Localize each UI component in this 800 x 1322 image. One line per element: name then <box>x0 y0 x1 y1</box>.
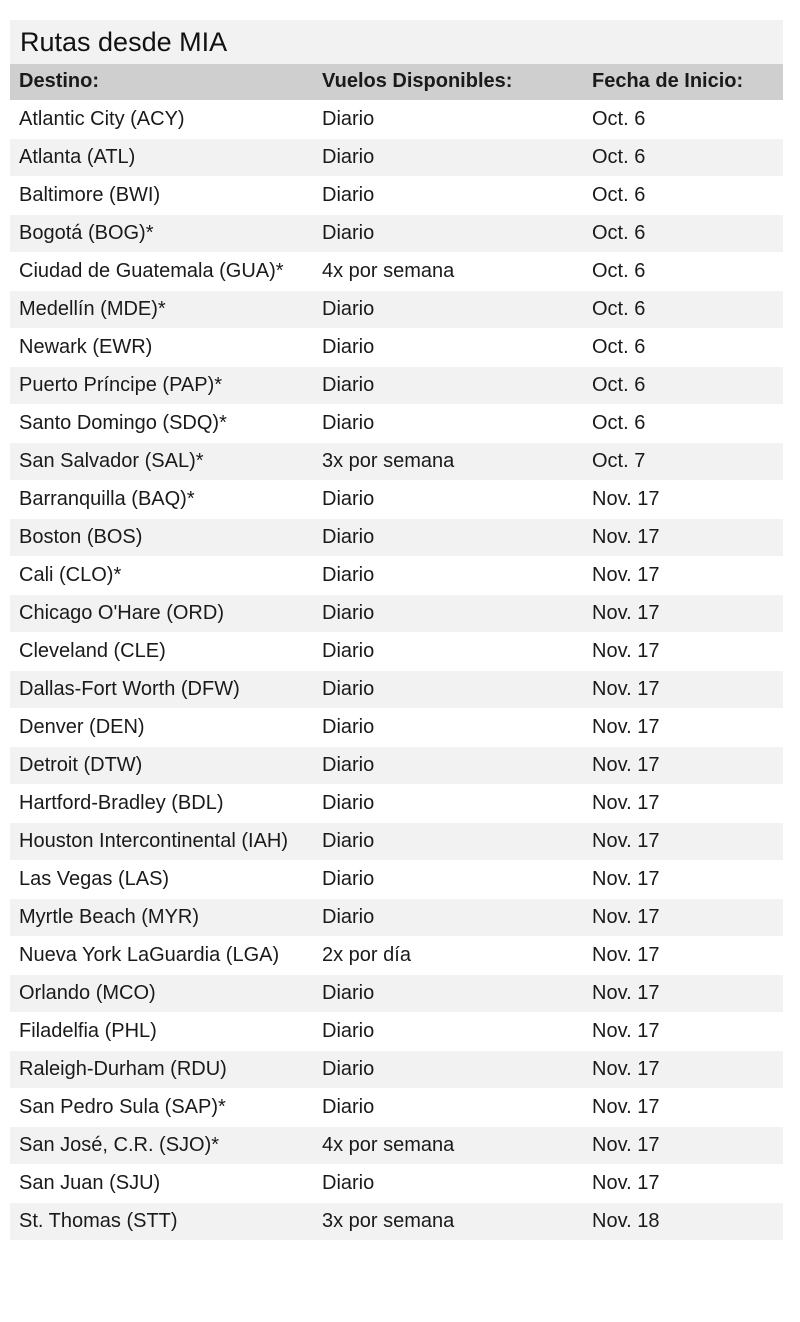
table-row <box>10 290 783 328</box>
start-date-cell: Nov. 18 <box>583 1202 783 1240</box>
destination-label: Baltimore (BWI) <box>19 183 161 206</box>
destination-cell <box>10 860 313 898</box>
page-title: Rutas desde MIA <box>10 20 783 64</box>
start-date-cell: Nov. 17 <box>583 974 783 1012</box>
destination-cell <box>10 518 313 556</box>
destination-label: Myrtle Beach (MYR) <box>19 905 200 928</box>
flights-cell: 2x por día <box>313 936 583 974</box>
table-row <box>10 1050 783 1088</box>
table-row <box>10 328 783 366</box>
destination-cell <box>10 1126 313 1164</box>
destination-label: Boston (BOS) <box>19 525 143 548</box>
destination-cell <box>10 670 313 708</box>
start-date-cell: Oct. 6 <box>583 404 783 442</box>
destination-cell <box>10 936 313 974</box>
start-date-cell: Nov. 17 <box>583 1050 783 1088</box>
column-header-destination: Destino: <box>10 64 313 100</box>
table-row <box>10 252 783 290</box>
destination-label: St. Thomas (STT) <box>19 1209 178 1232</box>
flights-cell: Diario <box>313 632 583 670</box>
destination-label: Filadelfia (PHL) <box>19 1019 157 1042</box>
table-body <box>10 100 783 1240</box>
flights-cell: Diario <box>313 594 583 632</box>
destination-label: Cleveland (CLE) <box>19 639 166 662</box>
table-row <box>10 138 783 176</box>
flights-cell: Diario <box>313 176 583 214</box>
destination-label: Chicago O'Hare (ORD) <box>19 601 224 624</box>
start-date-cell: Nov. 17 <box>583 556 783 594</box>
destination-label: Dallas-Fort Worth (DFW) <box>19 677 240 700</box>
start-date-cell: Nov. 17 <box>583 1012 783 1050</box>
destination-cell <box>10 138 313 176</box>
start-date-cell: Oct. 6 <box>583 214 783 252</box>
destination-cell <box>10 898 313 936</box>
start-date-cell: Nov. 17 <box>583 860 783 898</box>
flights-cell: Diario <box>313 784 583 822</box>
table-header <box>10 64 783 100</box>
destination-cell <box>10 214 313 252</box>
flights-cell: Diario <box>313 328 583 366</box>
table-row <box>10 556 783 594</box>
table-row <box>10 176 783 214</box>
destination-cell <box>10 252 313 290</box>
destination-label: San José, C.R. (SJO)* <box>19 1133 220 1156</box>
start-date-cell: Nov. 17 <box>583 822 783 860</box>
table-row <box>10 860 783 898</box>
destination-cell <box>10 290 313 328</box>
destination-label: Medellín (MDE)* <box>19 297 166 320</box>
flights-cell: 4x por semana <box>313 252 583 290</box>
destination-label: Denver (DEN) <box>19 715 145 738</box>
destination-cell <box>10 822 313 860</box>
destination-cell <box>10 480 313 518</box>
destination-label: Detroit (DTW) <box>19 753 143 776</box>
table-row <box>10 936 783 974</box>
table-row <box>10 1202 783 1240</box>
destination-label: San Juan (SJU) <box>19 1171 161 1194</box>
table-row <box>10 404 783 442</box>
destination-label: Atlantic City (ACY) <box>19 107 185 130</box>
start-date-cell: Nov. 17 <box>583 1126 783 1164</box>
destination-label: Orlando (MCO) <box>19 981 156 1004</box>
header-row <box>10 64 783 100</box>
flights-cell: Diario <box>313 974 583 1012</box>
start-date-cell: Oct. 7 <box>583 442 783 480</box>
destination-label: Hartford-Bradley (BDL) <box>19 791 224 814</box>
destination-cell <box>10 404 313 442</box>
flights-cell: Diario <box>313 138 583 176</box>
start-date-cell: Oct. 6 <box>583 366 783 404</box>
destination-label: Newark (EWR) <box>19 335 153 358</box>
destination-cell <box>10 442 313 480</box>
start-date-cell: Oct. 6 <box>583 252 783 290</box>
table-row <box>10 594 783 632</box>
column-header-flights: Vuelos Disponibles: <box>313 64 583 100</box>
destination-cell <box>10 100 313 138</box>
column-header-start-date: Fecha de Inicio: <box>583 64 783 100</box>
destination-label: Barranquilla (BAQ)* <box>19 487 195 510</box>
table-row <box>10 1012 783 1050</box>
start-date-cell: Nov. 17 <box>583 1164 783 1202</box>
table-row <box>10 632 783 670</box>
start-date-cell: Oct. 6 <box>583 100 783 138</box>
destination-label: Bogotá (BOG)* <box>19 221 154 244</box>
table-row <box>10 480 783 518</box>
flights-cell: 3x por semana <box>313 442 583 480</box>
flights-cell: Diario <box>313 746 583 784</box>
table-row <box>10 784 783 822</box>
start-date-cell: Nov. 17 <box>583 1088 783 1126</box>
destination-cell <box>10 1202 313 1240</box>
flights-cell: Diario <box>313 898 583 936</box>
destination-cell <box>10 784 313 822</box>
destination-label: Puerto Príncipe (PAP)* <box>19 373 223 396</box>
destination-label: San Pedro Sula (SAP)* <box>19 1095 226 1118</box>
flights-cell: Diario <box>313 404 583 442</box>
destination-cell <box>10 1164 313 1202</box>
destination-cell <box>10 1012 313 1050</box>
destination-cell <box>10 328 313 366</box>
flights-cell: Diario <box>313 822 583 860</box>
start-date-cell: Nov. 17 <box>583 594 783 632</box>
start-date-cell: Oct. 6 <box>583 176 783 214</box>
start-date-cell: Oct. 6 <box>583 290 783 328</box>
table-row <box>10 1088 783 1126</box>
start-date-cell: Nov. 17 <box>583 746 783 784</box>
flights-cell: Diario <box>313 708 583 746</box>
flights-cell: Diario <box>313 670 583 708</box>
flights-cell: Diario <box>313 1088 583 1126</box>
destination-cell <box>10 708 313 746</box>
flights-cell: 3x por semana <box>313 1202 583 1240</box>
flights-cell: Diario <box>313 100 583 138</box>
table-row <box>10 366 783 404</box>
flights-cell: Diario <box>313 366 583 404</box>
routes-panel <box>10 20 783 1240</box>
start-date-cell: Nov. 17 <box>583 784 783 822</box>
table-row <box>10 442 783 480</box>
destination-cell <box>10 632 313 670</box>
destination-cell <box>10 366 313 404</box>
table-row <box>10 518 783 556</box>
destination-cell <box>10 594 313 632</box>
destination-label: Houston Intercontinental (IAH) <box>19 829 289 852</box>
start-date-cell: Oct. 6 <box>583 138 783 176</box>
destination-cell <box>10 176 313 214</box>
table-row <box>10 974 783 1012</box>
destination-cell <box>10 974 313 1012</box>
start-date-cell: Nov. 17 <box>583 708 783 746</box>
flights-cell: Diario <box>313 556 583 594</box>
flights-cell: Diario <box>313 480 583 518</box>
start-date-cell: Nov. 17 <box>583 898 783 936</box>
flights-cell: Diario <box>313 1012 583 1050</box>
destination-label: Santo Domingo (SDQ)* <box>19 411 227 434</box>
table-row <box>10 214 783 252</box>
destination-label: Atlanta (ATL) <box>19 145 136 168</box>
destination-cell <box>10 1088 313 1126</box>
table-row <box>10 898 783 936</box>
table-row <box>10 1164 783 1202</box>
start-date-cell: Nov. 17 <box>583 936 783 974</box>
flights-cell: Diario <box>313 1164 583 1202</box>
destination-label: Cali (CLO)* <box>19 563 122 586</box>
start-date-cell: Oct. 6 <box>583 328 783 366</box>
destination-cell <box>10 1050 313 1088</box>
routes-table <box>10 64 783 1240</box>
destination-label: Las Vegas (LAS) <box>19 867 170 890</box>
destination-label: Nueva York LaGuardia (LGA) <box>19 943 280 966</box>
destination-label: Raleigh-Durham (RDU) <box>19 1057 227 1080</box>
table-row <box>10 100 783 138</box>
table-row <box>10 746 783 784</box>
flights-cell: Diario <box>313 1050 583 1088</box>
start-date-cell: Nov. 17 <box>583 518 783 556</box>
flights-cell: 4x por semana <box>313 1126 583 1164</box>
table-row <box>10 822 783 860</box>
flights-cell: Diario <box>313 214 583 252</box>
destination-label: Ciudad de Guatemala (GUA)* <box>19 259 284 282</box>
flights-cell: Diario <box>313 518 583 556</box>
start-date-cell: Nov. 17 <box>583 480 783 518</box>
flights-cell: Diario <box>313 290 583 328</box>
table-row <box>10 670 783 708</box>
table-row <box>10 1126 783 1164</box>
destination-cell <box>10 746 313 784</box>
table-row <box>10 708 783 746</box>
start-date-cell: Nov. 17 <box>583 632 783 670</box>
destination-cell <box>10 556 313 594</box>
start-date-cell: Nov. 17 <box>583 670 783 708</box>
destination-label: San Salvador (SAL)* <box>19 449 204 472</box>
flights-cell: Diario <box>313 860 583 898</box>
